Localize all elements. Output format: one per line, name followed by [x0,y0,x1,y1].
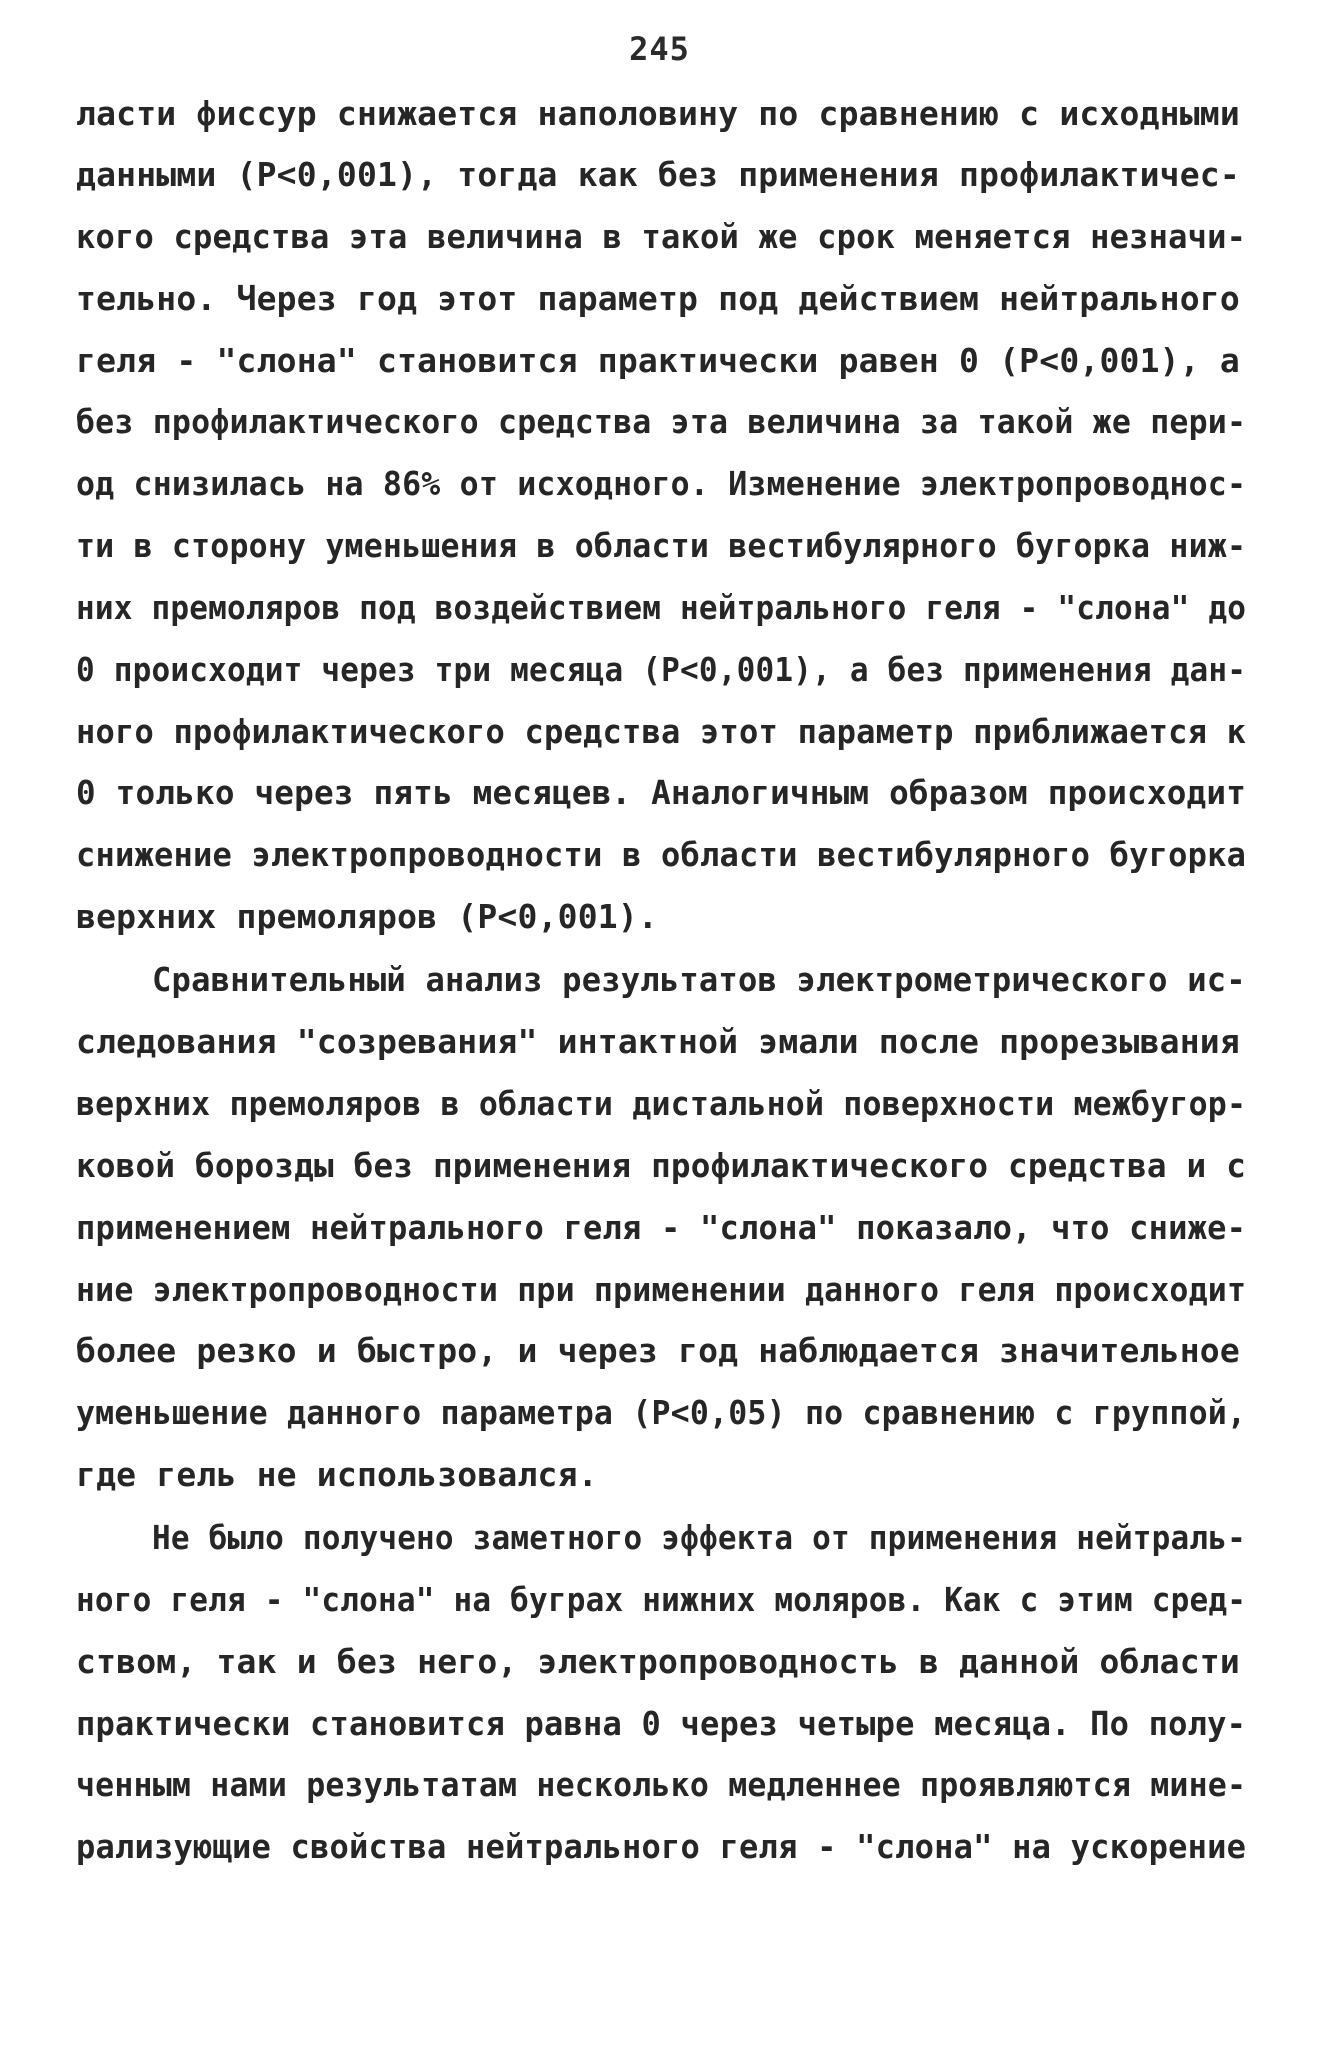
text-line: снижение электропроводности в области вестибулярного бугорка [76,835,1247,874]
text-line: данными (Р<0,001), тогда как без применения профилактичес- [76,155,1240,194]
text-line: ного геля - "слона" на буграх нижних моляров. Как с этим сред- [76,1580,1247,1619]
page-number: 245 [629,30,690,68]
text-line: применением нейтрального геля - "слона" показало, что сниже- [76,1208,1247,1247]
text-line: них премоляров под воздействием нейтрального геля - "слона" до [76,588,1247,627]
text-line: где гель не использовался. [76,1455,598,1494]
text-line: ковой борозды без применения профилактического средства и с [76,1146,1247,1185]
text-line: од снизилась на 86% от исходного. Изменение электропроводнос- [76,464,1247,503]
text-line: более резко и быстро, и через год наблюдается значительное [76,1331,1240,1370]
text-line: тельно. Через год этот параметр под действием нейтрального [76,279,1240,318]
text-line: Сравнительный анализ результатов электрометрического ис- [152,960,1246,999]
text-line: без профилактического средства эта величина за такой же пери- [76,402,1247,441]
text-line: практически становится равна 0 через четыре месяца. По полу- [76,1704,1247,1743]
text-line: ством, так и без него, электропроводность в данной области [76,1642,1240,1681]
text-line: ние электропроводности при применении данного геля происходит [76,1270,1247,1309]
text-line: Не было получено заметного эффекта от применения нейтраль- [152,1518,1246,1557]
text-line: верхних премоляров в области дистальной поверхности межбугор- [76,1084,1247,1123]
text-line: ласти фиссур снижается наполовину по сравнению с исходными [76,94,1240,133]
text-line: уменьшение данного параметра (Р<0,05) по сравнению с группой, [76,1393,1247,1432]
text-line: ченным нами результатам несколько медленнее проявляются мине- [76,1765,1247,1804]
text-line: 0 происходит через три месяца (Р<0,001), а без применения дан- [76,650,1247,689]
text-line: кого средства эта величина в такой же срок меняется незначи- [76,217,1247,256]
text-line: ного профилактического средства этот параметр приближается к [76,712,1247,751]
text-line: следования "созревания" интактной эмали после прорезывания [76,1022,1240,1061]
text-line: геля - "слона" становится практически равен 0 (Р<0,001), а [76,341,1240,380]
text-line: рализующие свойства нейтрального геля - "слона" на ускорение [76,1827,1247,1866]
text-line: ти в сторону уменьшения в области вестибулярного бугорка ниж- [76,526,1247,565]
text-line: верхних премоляров (Р<0,001). [76,897,658,936]
text-line: 0 только через пять месяцев. Аналогичным образом происходит [76,773,1247,812]
